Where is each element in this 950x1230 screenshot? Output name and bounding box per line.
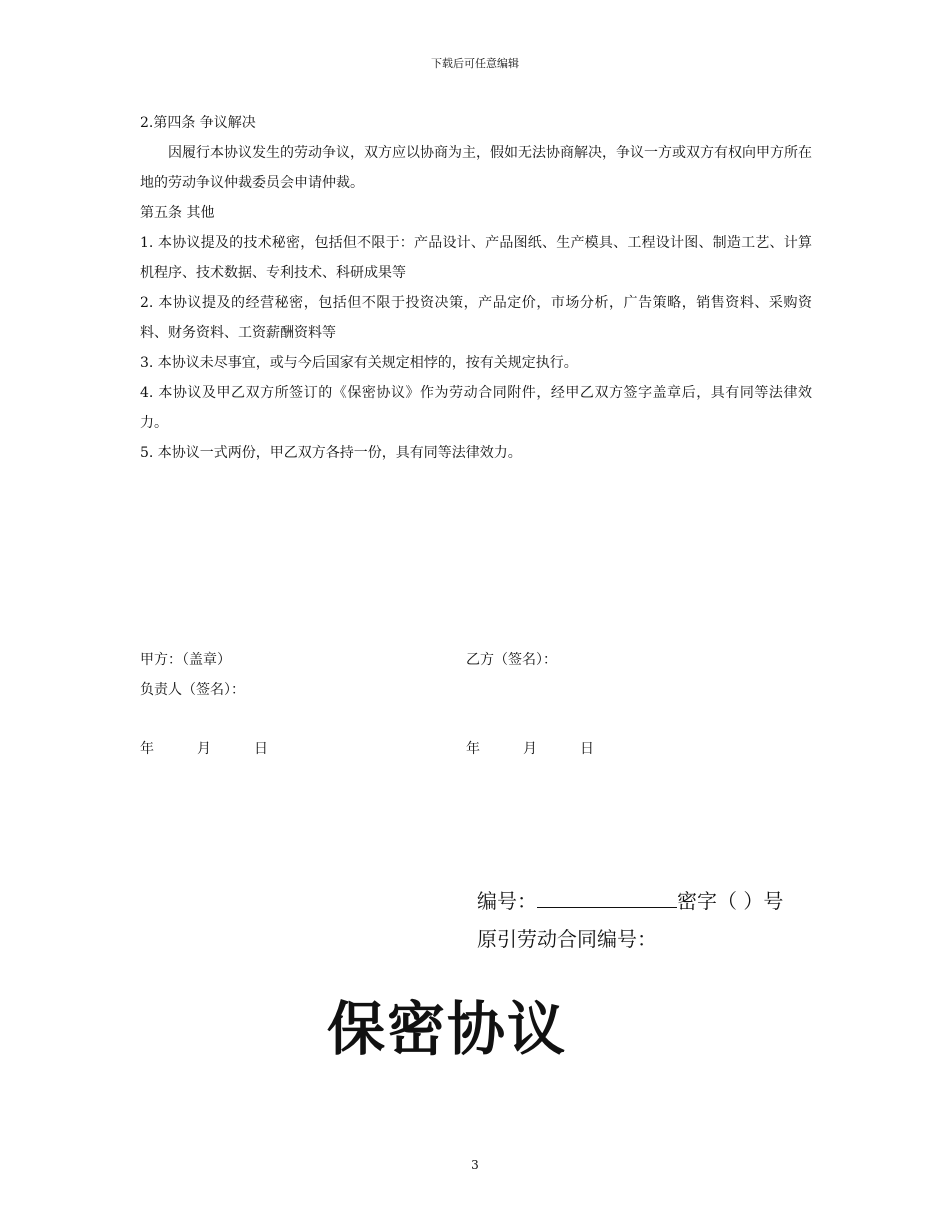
- original-contract-number-label: 原引劳动合同编号：: [477, 927, 657, 951]
- responsible-signature-label: 负责人（签名）：: [140, 682, 245, 698]
- party-b-date: [466, 739, 594, 759]
- agreement-number-blank[interactable]: [537, 885, 677, 908]
- page-header: 下载后可任意编辑: [431, 57, 519, 70]
- agreement-number-label: 编号：: [477, 889, 537, 913]
- date-month-label: 月: [197, 741, 211, 757]
- article-5-item: 2. 本协议提及的经营秘密，包括但不限于投资决策，产品定价，市场分析，广告策略，销售资料、采购资料、财务资料、工资薪酬资料等: [140, 295, 812, 341]
- article-5-item: 5. 本协议一式两份，甲乙双方各持一份，具有同等法律效力。: [140, 445, 522, 461]
- confidentiality-agreement-title: 保密协议: [326, 995, 567, 1063]
- agreement-number-suffix: 密字（ ）号: [677, 889, 784, 913]
- date-day-label: 日: [580, 741, 594, 757]
- date-year-label: 年: [140, 741, 154, 757]
- article-5-title: 第五条 其他: [140, 205, 215, 221]
- article-4-title: 2.第四条 争议解决: [140, 115, 256, 131]
- article-5-item: 4. 本协议及甲乙双方所签订的《保密协议》作为劳动合同附件，经甲乙双方签字盖章后，具有同等法律效力。: [140, 385, 812, 431]
- article-4-body-block: [140, 138, 812, 198]
- date-day-label: 日: [254, 741, 268, 757]
- agreement-number-line: [477, 885, 783, 916]
- article-4-body: 因履行本协议发生的劳动争议，双方应以协商为主，假如无法协商解决，争议一方或双方有权向甲方所在地的劳动争议仲裁委员会申请仲裁。: [140, 145, 812, 191]
- party-a-seal-label: 甲方：（盖章）: [140, 652, 231, 668]
- page-number: 3: [471, 1158, 479, 1172]
- party-a-date: [140, 739, 268, 759]
- party-b-signature-label: 乙方（签名）：: [466, 652, 557, 668]
- article-5-item: 1. 本协议提及的技术秘密，包括但不限于：产品设计、产品图纸、生产模具、工程设计图、制造工艺、计算机程序、技术数据、专利技术、科研成果等: [140, 235, 812, 281]
- article-5-item-list: [140, 228, 812, 468]
- date-year-label: 年: [466, 741, 480, 757]
- article-5-item: 3. 本协议未尽事宜，或与今后国家有关规定相悖的，按有关规定执行。: [140, 355, 578, 371]
- date-month-label: 月: [523, 741, 537, 757]
